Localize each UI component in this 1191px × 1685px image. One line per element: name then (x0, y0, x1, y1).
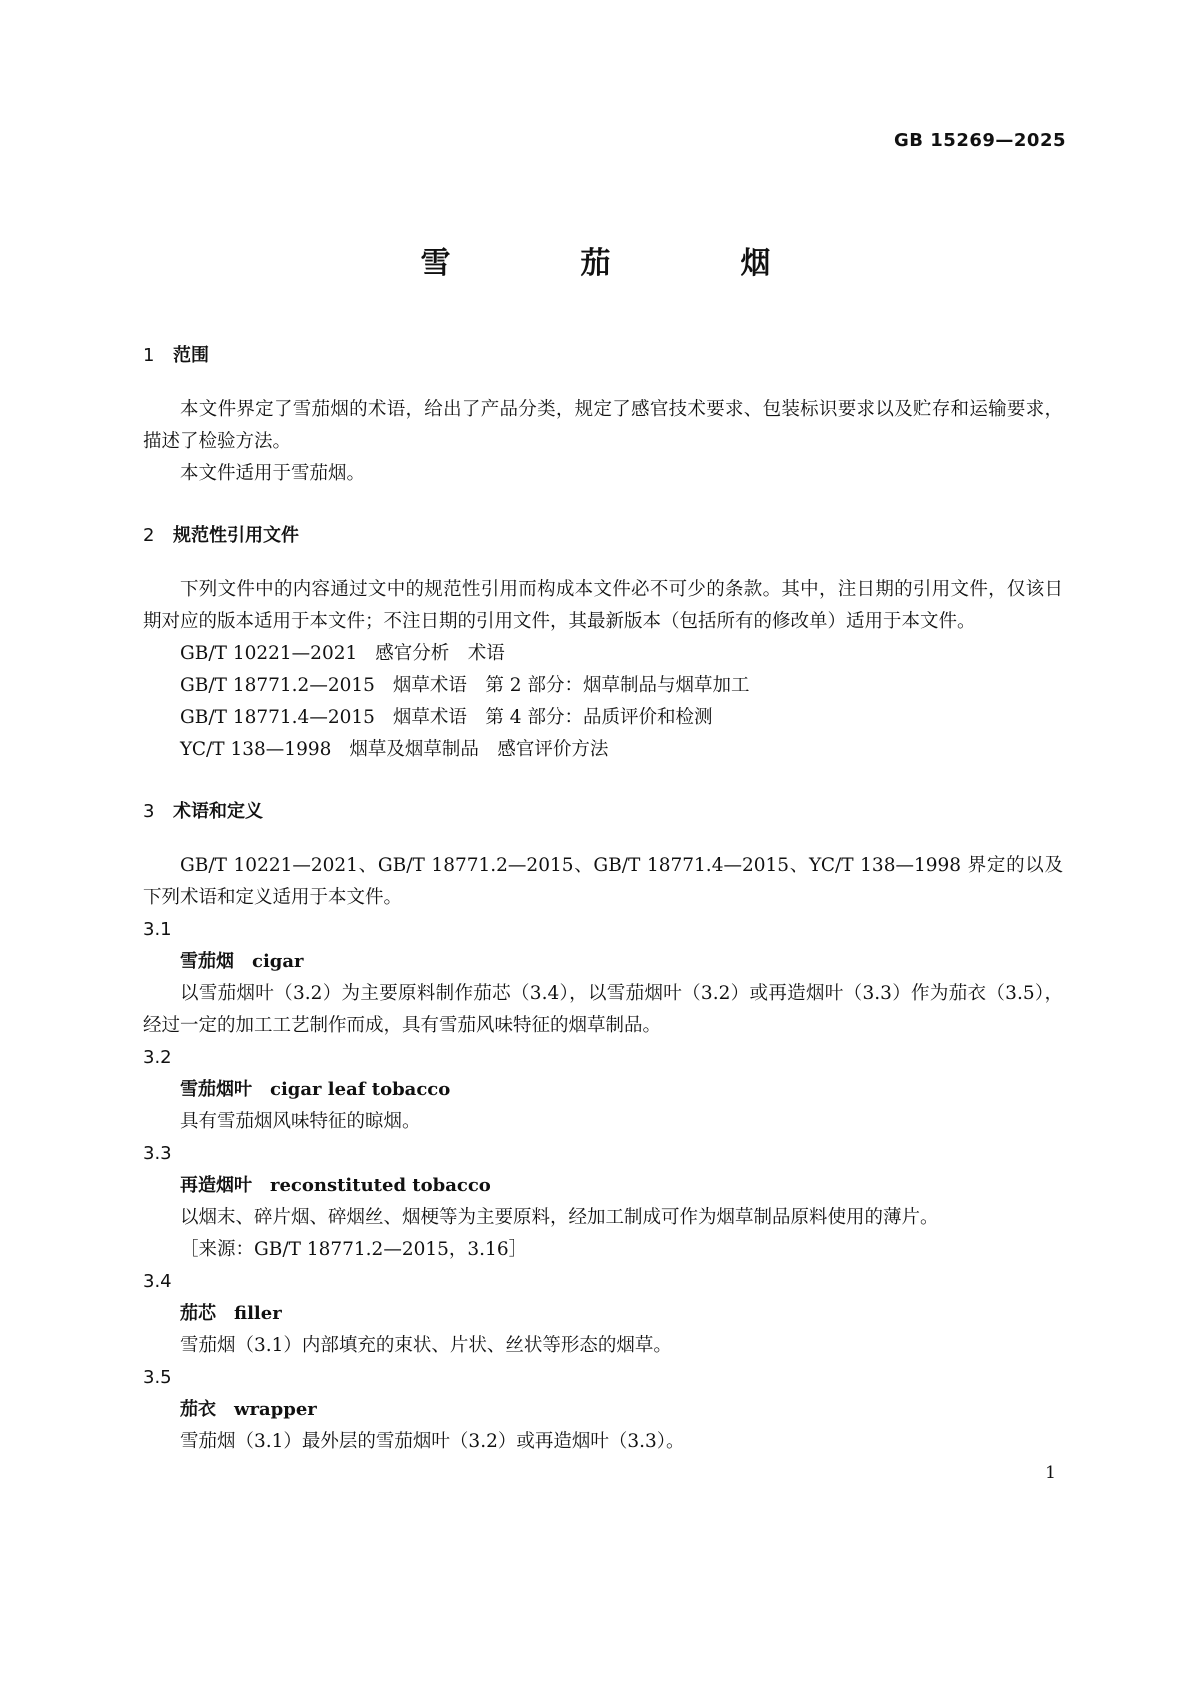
reference-item (143, 734, 1063, 766)
reference-name: 烟草及烟草制品 感官评价方法 (349, 739, 609, 760)
terms-intro: GB/T 10221—2021、GB/T 18771.2—2015、GB/T 18771.4—2015、YC/T 138—1998 界定的以及下列术语和定义适用于本文件。 (143, 855, 1063, 908)
term-name (143, 1170, 1063, 1202)
section-number: 2 (143, 525, 155, 546)
refs-intro: 下列文件中的内容通过文中的规范性引用而构成本文件必不可少的条款。其中，注日期的引用文件，仅该日期对应的版本适用于本文件；不注日期的引用文件，其最新版本（包括所有的修改单）适用于本文件。 (143, 579, 1063, 632)
term-number: 3.2 (143, 1047, 172, 1068)
term-name-en: filler (234, 1303, 282, 1324)
scope-paragraph: 本文件界定了雪茄烟的术语，给出了产品分类，规定了感官技术要求、包装标识要求以及贮存和运输要求，描述了检验方法。 (143, 399, 1063, 452)
term-number: 3.1 (143, 919, 172, 940)
reference-item (143, 670, 1063, 702)
term-name (143, 1298, 1063, 1330)
reference-name: 烟草术语 第 2 部分：烟草制品与烟草加工 (392, 675, 750, 696)
term-name (143, 1394, 1063, 1426)
term-name-cn: 雪茄烟 (180, 951, 234, 972)
term-definition: 以烟末、碎片烟、碎烟丝、烟梗等为主要原料，经加工制成可作为烟草制品原料使用的薄片。 (180, 1207, 939, 1228)
term-name-en: reconstituted tobacco (270, 1175, 491, 1196)
term-name (143, 946, 1063, 978)
section-heading-refs (143, 520, 1063, 552)
reference-name: 感官分析 术语 (375, 643, 505, 664)
reference-code: YC/T 138—1998 (180, 739, 332, 760)
term-name-en: cigar (252, 951, 304, 972)
section-number: 3 (143, 801, 155, 822)
section-title: 术语和定义 (173, 801, 263, 822)
reference-code: GB/T 18771.4—2015 (180, 707, 375, 728)
term-name-cn: 茄芯 (180, 1303, 216, 1324)
term-source: ［来源：GB/T 18771.2—2015，3.16］ (180, 1239, 528, 1260)
term-definition: 雪茄烟（3.1）最外层的雪茄烟叶（3.2）或再造烟叶（3.3）。 (180, 1431, 685, 1452)
standard-number: GB 15269—2025 (894, 130, 1066, 151)
term-name (143, 1074, 1063, 1106)
page-number: 1 (1045, 1463, 1056, 1483)
term-name-cn: 再造烟叶 (180, 1175, 252, 1196)
term-number: 3.4 (143, 1271, 172, 1292)
document-body (143, 340, 1063, 1458)
reference-code: GB/T 10221—2021 (180, 643, 358, 664)
term-name-cn: 茄衣 (180, 1399, 216, 1420)
term-definition: 雪茄烟（3.1）内部填充的束状、片状、丝状等形态的烟草。 (180, 1335, 672, 1356)
term-number: 3.5 (143, 1367, 172, 1388)
reference-item (143, 638, 1063, 670)
section-number: 1 (143, 345, 155, 366)
section-title: 范围 (173, 345, 209, 366)
term-name-en: cigar leaf tobacco (270, 1079, 451, 1100)
scope-paragraph: 本文件适用于雪茄烟。 (180, 463, 366, 484)
term-number: 3.3 (143, 1143, 172, 1164)
term-name-cn: 雪茄烟叶 (180, 1079, 252, 1100)
term-name-en: wrapper (234, 1399, 317, 1420)
section-heading-terms (143, 796, 1063, 828)
section-title: 规范性引用文件 (173, 525, 299, 546)
reference-name: 烟草术语 第 4 部分：品质评价和检测 (392, 707, 713, 728)
term-definition: 以雪茄烟叶（3.2）为主要原料制作茄芯（3.4），以雪茄烟叶（3.2）或再造烟叶（3.3）作为茄衣（3.5），经过一定的加工工艺制作而成，具有雪茄风味特征的烟草制品。 (143, 983, 1063, 1036)
document-title: 雪 茄 烟 (420, 246, 821, 281)
term-definition: 具有雪茄烟风味特征的晾烟。 (180, 1111, 421, 1132)
reference-item (143, 702, 1063, 734)
reference-code: GB/T 18771.2—2015 (180, 675, 375, 696)
section-heading-scope (143, 340, 1063, 372)
